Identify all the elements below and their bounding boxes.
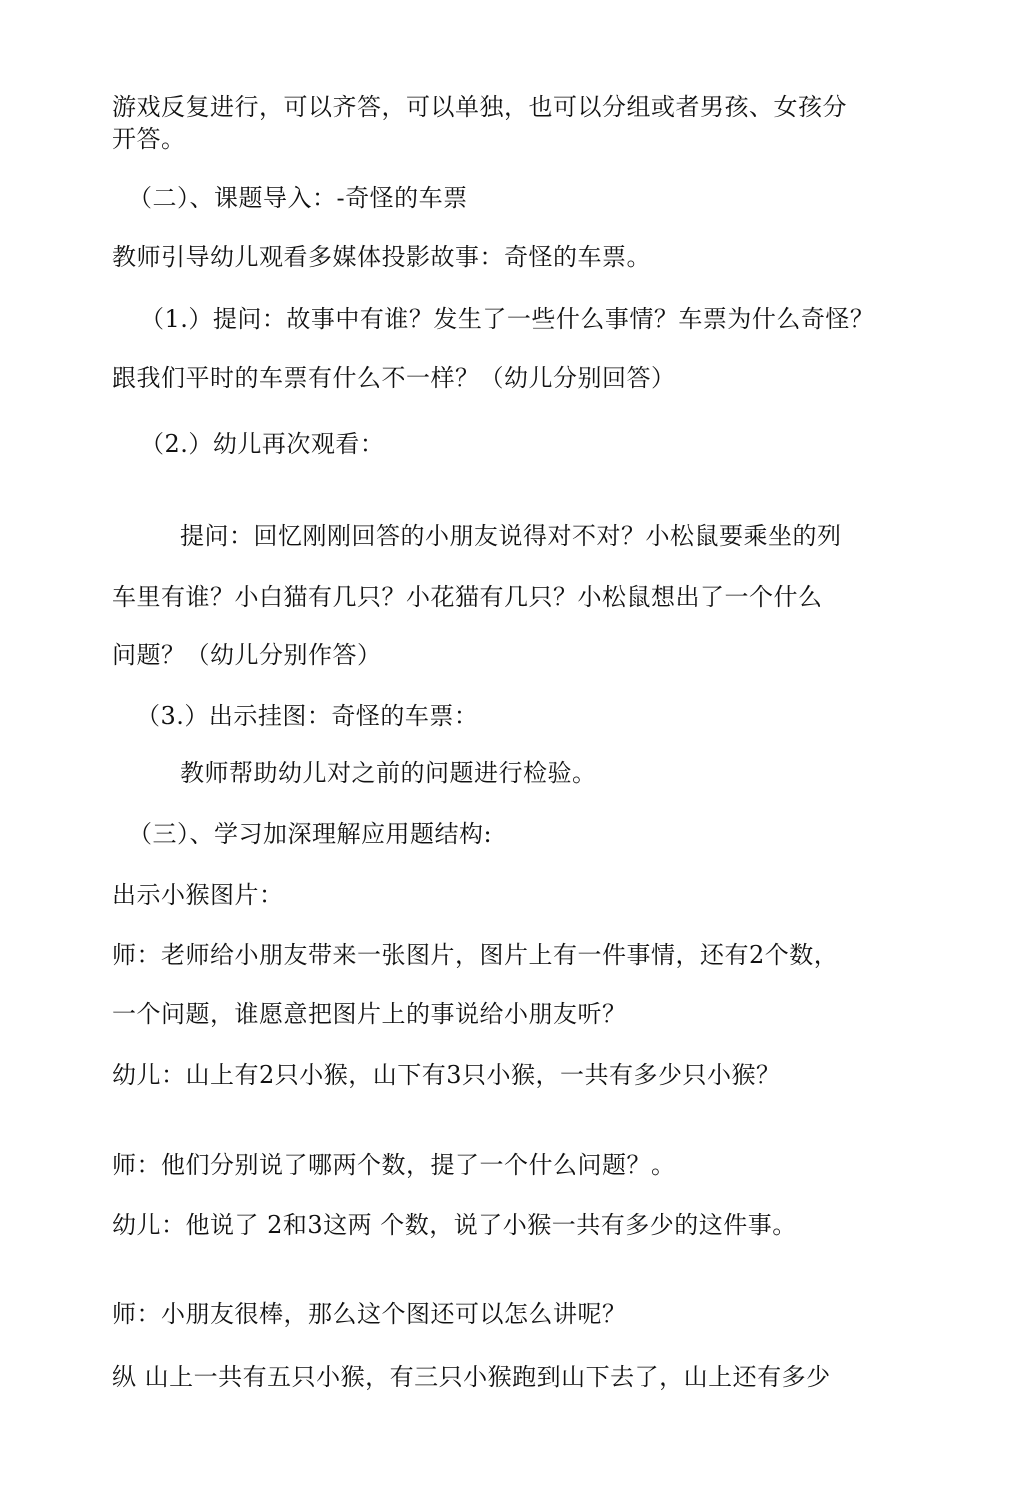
paragraph-line: 纵 山上一共有五只小猴，有三只小猴跑到山下去了，山上还有多少 <box>112 1363 831 1391</box>
paragraph-line: （3.）出示挂图：奇怪的车票： <box>136 702 479 730</box>
paragraph-line: 跟我们平时的车票有什么不一样？（幼儿分别回答） <box>112 364 676 392</box>
paragraph-line: 开答。 <box>112 125 186 153</box>
paragraph-line: 师：小朋友很棒，那么这个图还可以怎么讲呢？ <box>112 1300 627 1328</box>
paragraph-line: 问题？（幼儿分别作答） <box>112 641 382 669</box>
paragraph-line: 教师帮助幼儿对之前的问题进行检验。 <box>180 759 597 787</box>
paragraph-line: 出示小猴图片： <box>112 881 284 909</box>
paragraph-line: 幼儿：山上有2只小猴，山下有3只小猴，一共有多少只小猴？ <box>112 1061 781 1089</box>
paragraph-line: 幼儿：他说了 2和3这两 个数，说了小猴一共有多少的这件事。 <box>112 1211 797 1239</box>
paragraph-line: 师：他们分别说了哪两个数，提了一个什么问题？。 <box>112 1151 676 1179</box>
paragraph-line: 教师引导幼儿观看多媒体投影故事：奇怪的车票。 <box>112 243 651 271</box>
paragraph-line: （1.）提问：故事中有谁？发生了一些什么事情？车票为什么奇怪？ <box>140 305 875 333</box>
paragraph-line: 师：老师给小朋友带来一张图片，图片上有一件事情，还有2个数， <box>112 941 839 969</box>
section-heading: （三）、学习加深理解应用题结构: <box>128 820 493 848</box>
paragraph-line: 一个问题，谁愿意把图片上的事说给小朋友听？ <box>112 1000 627 1028</box>
paragraph-line: 游戏反复进行，可以齐答，可以单独，也可以分组或者男孩、女孩分 <box>112 93 847 121</box>
section-heading: （二）、课题导入：-奇怪的车票 <box>128 184 468 212</box>
paragraph-line: 提问：回忆刚刚回答的小朋友说得对不对？小松鼠要乘坐的列 <box>180 522 842 550</box>
paragraph-line: 车里有谁？小白猫有几只？小花猫有几只？小松鼠想出了一个什么 <box>112 583 823 611</box>
paragraph-line: （2.）幼儿再次观看： <box>140 430 385 458</box>
